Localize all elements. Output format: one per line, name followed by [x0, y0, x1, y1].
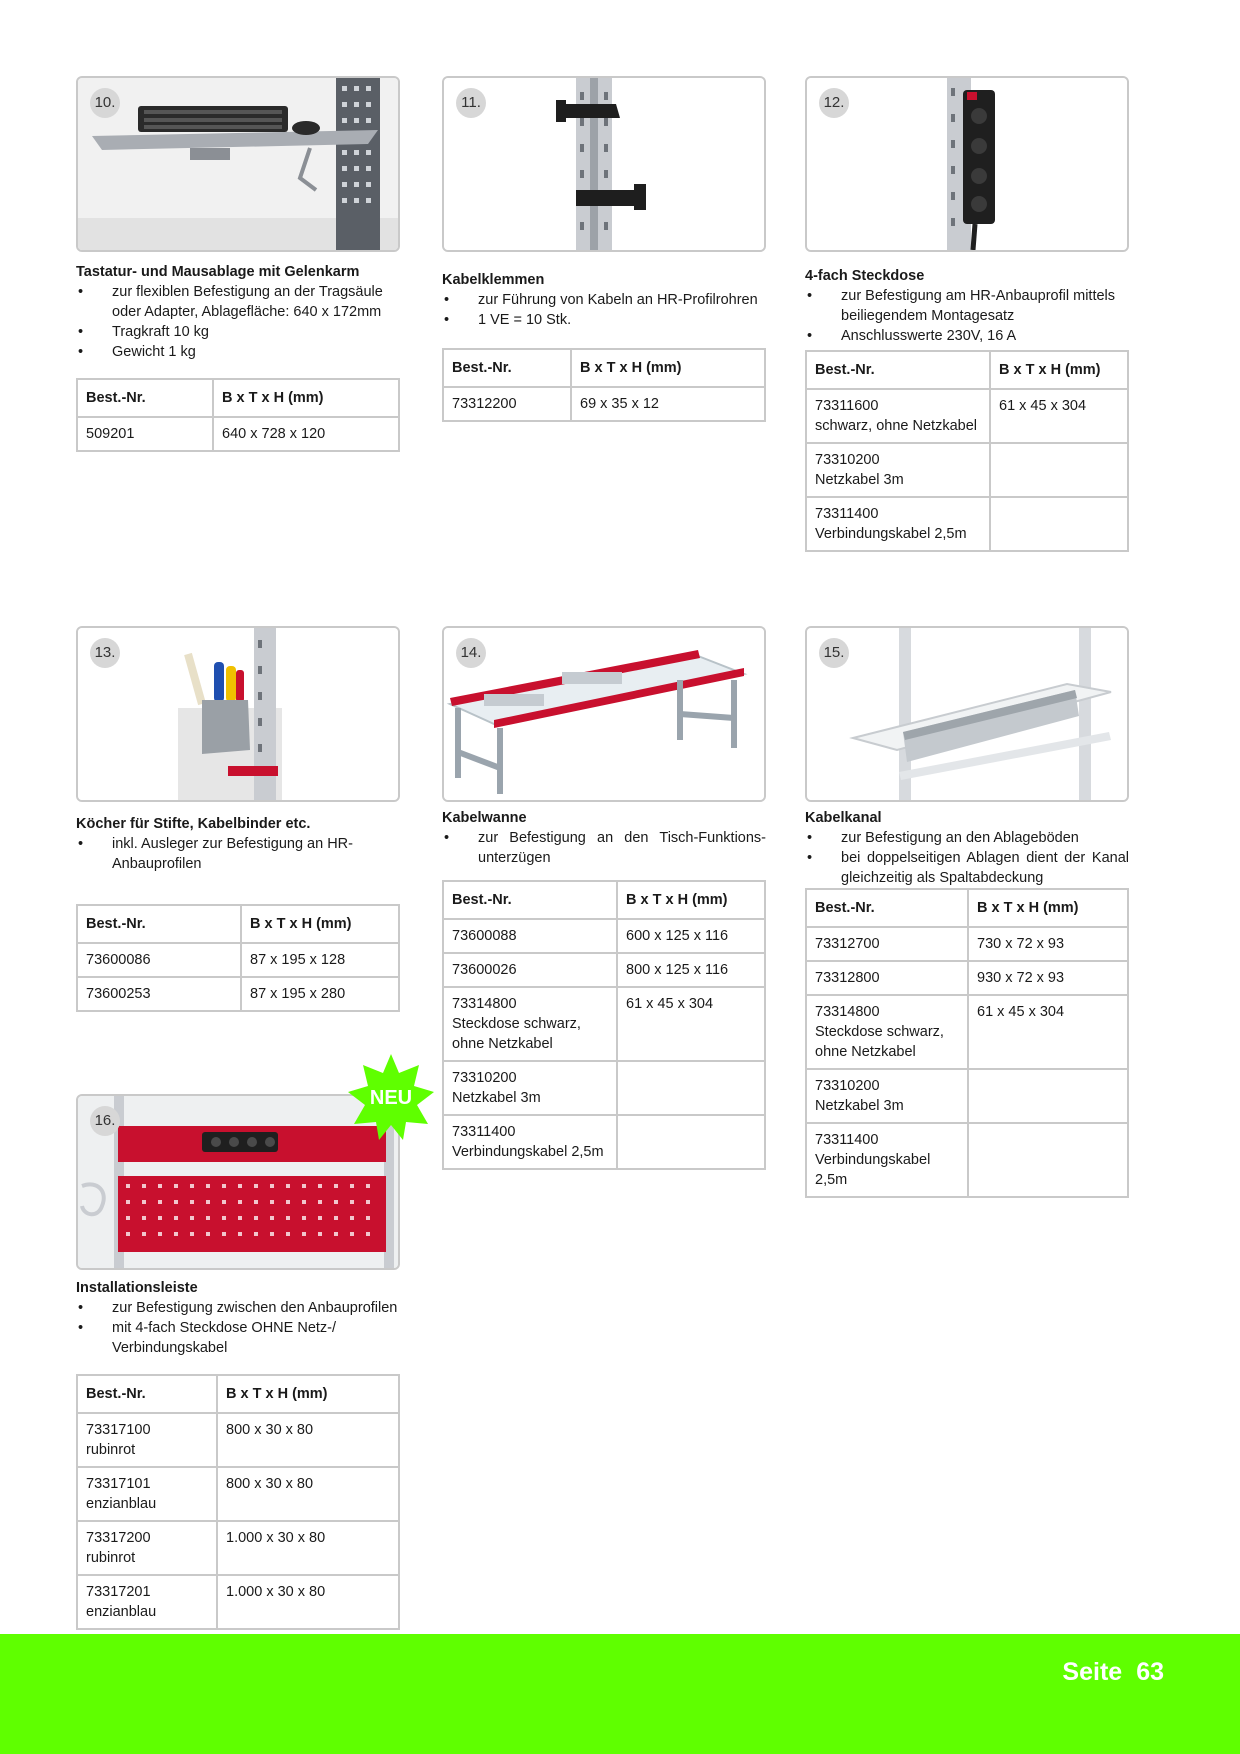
order-cell — [806, 497, 990, 551]
order-description: Verbindungskabel 2,5m — [815, 1152, 931, 1188]
order-description: rubinrot — [86, 1442, 136, 1458]
order-number: 73317201 — [86, 1584, 151, 1600]
order-description: enzianblau — [86, 1604, 157, 1620]
dimensions: 61 x 45 x 304 — [990, 389, 1128, 443]
order-number: 509201 — [77, 417, 213, 451]
order-cell — [443, 1115, 617, 1169]
product-card-12 — [805, 76, 1129, 552]
page-label: Seite — [1062, 1658, 1123, 1686]
feature-list — [442, 828, 766, 868]
product-image-cable-duct — [805, 626, 1129, 802]
feature-item: • bei doppelseitigen Ablagen dient der Kanal gleichzeitig als Spaltabdeckung — [805, 848, 1129, 888]
column-header-dimensions: B x T x H (mm) — [241, 905, 399, 943]
order-number: 73312700 — [806, 927, 968, 961]
feature-item: • zur Führung von Kabeln an HR-Profilrohren — [442, 290, 766, 310]
dimensions: 930 x 72 x 93 — [968, 961, 1128, 995]
dimensions — [968, 1123, 1128, 1197]
page-footer — [0, 1634, 1240, 1754]
product-title: Köcher für Stifte, Kabelbinder etc. — [76, 816, 311, 832]
order-number: 73600088 — [443, 919, 617, 953]
order-description: Verbindungskabel 2,5m — [452, 1144, 604, 1160]
power-strip-illustration — [807, 78, 1127, 250]
dimensions: 800 x 30 x 80 — [217, 1467, 399, 1521]
spec-table — [442, 880, 766, 1170]
table-row — [443, 987, 765, 1061]
starburst-icon — [348, 1054, 434, 1140]
order-cell — [806, 995, 968, 1069]
dimensions: 1.000 x 30 x 80 — [217, 1575, 399, 1629]
item-number-badge: 10. — [90, 88, 120, 118]
table-row — [806, 497, 1128, 551]
product-card-11 — [442, 76, 766, 422]
table-row — [77, 1521, 399, 1575]
order-description: rubinrot — [86, 1550, 136, 1566]
dimensions: 1.000 x 30 x 80 — [217, 1521, 399, 1575]
feature-item: • Gewicht 1 kg — [76, 342, 400, 362]
dimensions: 730 x 72 x 93 — [968, 927, 1128, 961]
column-header-order-number: Best.-Nr. — [443, 349, 571, 387]
dimensions — [617, 1115, 765, 1169]
order-description: Steckdose schwarz, ohne Netzkabel — [452, 1016, 581, 1052]
order-number: 73314800 — [815, 1004, 880, 1020]
order-description: Verbindungskabel 2,5m — [815, 526, 967, 542]
table-row — [806, 1069, 1128, 1123]
item-number-badge: 11. — [456, 88, 486, 118]
dimensions: 87 x 195 x 128 — [241, 943, 399, 977]
order-number: 73311400 — [452, 1124, 516, 1140]
product-title: 4-fach Steckdose — [805, 268, 925, 284]
dimensions: 600 x 125 x 116 — [617, 919, 765, 953]
page-number-label — [1062, 1658, 1164, 1687]
order-number: 73600253 — [77, 977, 241, 1011]
dimensions — [990, 497, 1128, 551]
order-description: Netzkabel 3m — [815, 472, 904, 488]
spec-table — [76, 1374, 400, 1630]
product-image-power-strip — [805, 76, 1129, 252]
order-number: 73311600 — [815, 398, 879, 414]
column-header-order-number: Best.-Nr. — [77, 379, 213, 417]
product-card-15 — [805, 626, 1129, 1198]
product-card-10 — [76, 76, 400, 452]
dimensions: 87 x 195 x 280 — [241, 977, 399, 1011]
dimensions: 800 x 125 x 116 — [617, 953, 765, 987]
dimensions — [968, 1069, 1128, 1123]
item-number-badge: 16. — [90, 1106, 120, 1136]
column-header-dimensions: B x T x H (mm) — [217, 1375, 399, 1413]
product-image-cable-tray — [442, 626, 766, 802]
dimensions — [990, 443, 1128, 497]
feature-list — [805, 286, 1129, 346]
table-row — [77, 943, 399, 977]
column-header-dimensions: B x T x H (mm) — [213, 379, 399, 417]
table-row — [806, 927, 1128, 961]
table-header-row — [443, 349, 765, 387]
order-description: Netzkabel 3m — [815, 1098, 904, 1114]
new-badge — [348, 1054, 434, 1140]
dimensions: 640 x 728 x 120 — [213, 417, 399, 451]
new-badge-label: NEU — [369, 1087, 413, 1109]
item-number-badge: 12. — [819, 88, 849, 118]
table-row — [443, 1115, 765, 1169]
table-row — [443, 953, 765, 987]
cable-clamps-illustration — [444, 78, 764, 250]
product-image-keyboard-tray — [76, 76, 400, 252]
feature-list — [76, 1298, 400, 1358]
cable-tray-illustration — [444, 628, 764, 800]
spec-table — [805, 888, 1129, 1198]
product-title: Installationsleiste — [76, 1280, 198, 1296]
page-number: 63 — [1136, 1658, 1164, 1686]
dimensions: 69 x 35 x 12 — [571, 387, 765, 421]
order-cell — [443, 987, 617, 1061]
table-header-row — [77, 379, 399, 417]
order-number: 73317101 — [86, 1476, 151, 1492]
order-description: enzianblau — [86, 1496, 157, 1512]
order-cell — [77, 1575, 217, 1629]
feature-item: • Tragkraft 10 kg — [76, 322, 400, 342]
order-number: 73317100 — [86, 1422, 151, 1438]
table-row — [806, 389, 1128, 443]
order-number: 73312800 — [806, 961, 968, 995]
spec-table — [76, 904, 400, 1012]
column-header-order-number: Best.-Nr. — [443, 881, 617, 919]
feature-list — [805, 828, 1129, 888]
feature-item: • mit 4-fach Steckdose OHNE Netz-/ Verbindungskabel — [76, 1318, 400, 1358]
cable-duct-illustration — [807, 628, 1127, 800]
table-row — [806, 995, 1128, 1069]
table-row — [806, 443, 1128, 497]
order-number: 73311400 — [815, 506, 879, 522]
feature-item: • zur Befestigung an den Tisch-Funktions-unterzügen — [442, 828, 766, 868]
column-header-order-number: Best.-Nr. — [806, 351, 990, 389]
column-header-order-number: Best.-Nr. — [77, 905, 241, 943]
feature-list — [76, 282, 400, 362]
order-cell — [806, 1069, 968, 1123]
table-row — [77, 977, 399, 1011]
order-cell — [77, 1413, 217, 1467]
column-header-dimensions: B x T x H (mm) — [617, 881, 765, 919]
feature-list — [76, 834, 400, 874]
item-number-badge: 14. — [456, 638, 486, 668]
table-row — [806, 1123, 1128, 1197]
order-number: 73310200 — [815, 452, 880, 468]
table-row — [77, 1467, 399, 1521]
spec-table — [76, 378, 400, 452]
table-header-row — [77, 905, 399, 943]
product-title: Tastatur- und Mausablage mit Gelenkarm — [76, 264, 360, 280]
product-image-cable-clamps — [442, 76, 766, 252]
table-row — [77, 1413, 399, 1467]
feature-item: • inkl. Ausleger zur Befestigung an HR-Anbauprofilen — [76, 834, 400, 874]
order-number: 73310200 — [452, 1070, 517, 1086]
product-title: Kabelwanne — [442, 810, 527, 826]
order-cell — [806, 389, 990, 443]
table-header-row — [443, 881, 765, 919]
column-header-order-number: Best.-Nr. — [77, 1375, 217, 1413]
order-number: 73310200 — [815, 1078, 880, 1094]
feature-item: • zur Befestigung am HR-Anbauprofil mittels beiliegendem Montagesatz — [805, 286, 1129, 326]
product-image-quiver — [76, 626, 400, 802]
dimensions — [617, 1061, 765, 1115]
spec-table — [805, 350, 1129, 552]
order-number: 73600026 — [443, 953, 617, 987]
item-number-badge: 13. — [90, 638, 120, 668]
product-title: Kabelklemmen — [442, 272, 545, 288]
table-row — [77, 417, 399, 451]
feature-item: • zur Befestigung an den Ablageböden — [805, 828, 1129, 848]
quiver-illustration — [78, 628, 398, 800]
spec-table — [442, 348, 766, 422]
order-number: 73312200 — [443, 387, 571, 421]
feature-item: • zur Befestigung zwischen den Anbauprofilen — [76, 1298, 400, 1318]
table-row — [806, 961, 1128, 995]
column-header-order-number: Best.-Nr. — [806, 889, 968, 927]
order-number: 73311400 — [815, 1132, 879, 1148]
column-header-dimensions: B x T x H (mm) — [968, 889, 1128, 927]
table-header-row — [806, 351, 1128, 389]
table-header-row — [806, 889, 1128, 927]
order-number: 73600086 — [77, 943, 241, 977]
keyboard-tray-illustration — [78, 78, 398, 250]
order-cell — [806, 1123, 968, 1197]
product-title: Kabelkanal — [805, 810, 882, 826]
order-cell — [443, 1061, 617, 1115]
dimensions: 61 x 45 x 304 — [968, 995, 1128, 1069]
table-row — [443, 1061, 765, 1115]
product-card-16 — [76, 1094, 400, 1630]
order-cell — [77, 1521, 217, 1575]
table-row — [443, 919, 765, 953]
feature-item: • 1 VE = 10 Stk. — [442, 310, 766, 330]
feature-item: • zur flexiblen Befestigung an der Tragsäule oder Adapter, Ablagefläche: 640 x 172mm — [76, 282, 400, 322]
order-cell — [77, 1467, 217, 1521]
dimensions: 61 x 45 x 304 — [617, 987, 765, 1061]
order-description: Netzkabel 3m — [452, 1090, 541, 1106]
dimensions: 800 x 30 x 80 — [217, 1413, 399, 1467]
order-description: Steckdose schwarz, ohne Netzkabel — [815, 1024, 944, 1060]
table-row — [443, 387, 765, 421]
feature-list — [442, 290, 766, 330]
feature-item: • Anschlusswerte 230V, 16 A — [805, 326, 1129, 346]
order-number: 73314800 — [452, 996, 517, 1012]
order-number: 73317200 — [86, 1530, 151, 1546]
column-header-dimensions: B x T x H (mm) — [571, 349, 765, 387]
order-cell — [806, 443, 990, 497]
column-header-dimensions: B x T x H (mm) — [990, 351, 1128, 389]
product-card-14 — [442, 626, 766, 1170]
item-number-badge: 15. — [819, 638, 849, 668]
order-description: schwarz, ohne Netzkabel — [815, 418, 977, 434]
product-card-13 — [76, 626, 400, 1012]
table-row — [77, 1575, 399, 1629]
table-header-row — [77, 1375, 399, 1413]
